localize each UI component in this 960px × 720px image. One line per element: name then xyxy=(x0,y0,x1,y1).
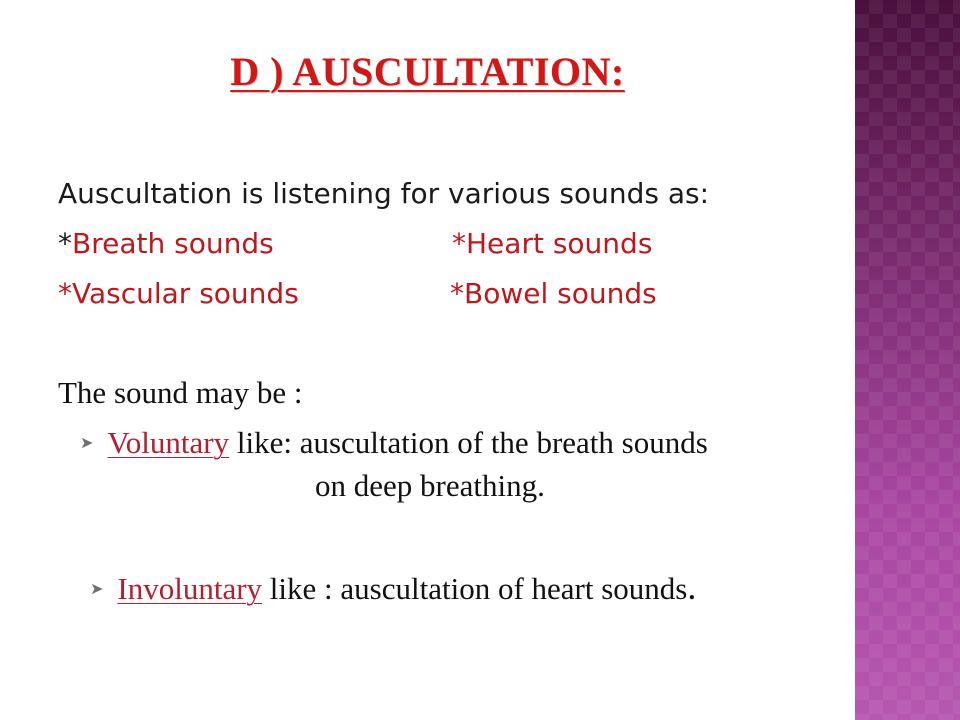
bullet-continuation: on deep breathing. xyxy=(315,468,545,503)
intro-text: Auscultation is listening for various sounds as: xyxy=(58,177,710,210)
bullet-text: like : auscultation of heart sounds xyxy=(262,571,688,606)
bullet-involuntary xyxy=(90,566,696,608)
sound-name: Vascular sounds xyxy=(72,277,299,310)
bullet-term: Voluntary xyxy=(107,425,230,460)
slide-title: D ) AUSCULTATION: xyxy=(230,49,625,94)
chevron-right-icon: ➤ xyxy=(90,580,104,598)
bullet-voluntary xyxy=(80,425,708,461)
asterisk: * xyxy=(452,227,466,260)
asterisk: * xyxy=(58,227,72,260)
sound-name: Breath sounds xyxy=(72,227,274,260)
sound-item-breath xyxy=(58,227,274,260)
sound-name: Bowel sounds xyxy=(464,277,657,310)
sound-item-heart xyxy=(452,227,652,260)
chevron-right-icon: ➤ xyxy=(80,434,94,452)
sound-item-vascular xyxy=(58,277,299,310)
sound-item-bowel xyxy=(450,277,657,310)
asterisk: * xyxy=(58,277,72,310)
bullet-text: like: auscultation of the breath sounds xyxy=(229,425,708,460)
bullet-end: . xyxy=(687,567,697,607)
asterisk: * xyxy=(450,277,464,310)
bullet-term: Involuntary xyxy=(117,571,263,606)
sound-name: Heart sounds xyxy=(466,227,653,260)
decorative-side-band xyxy=(855,0,960,720)
lead-text: The sound may be : xyxy=(58,375,303,410)
